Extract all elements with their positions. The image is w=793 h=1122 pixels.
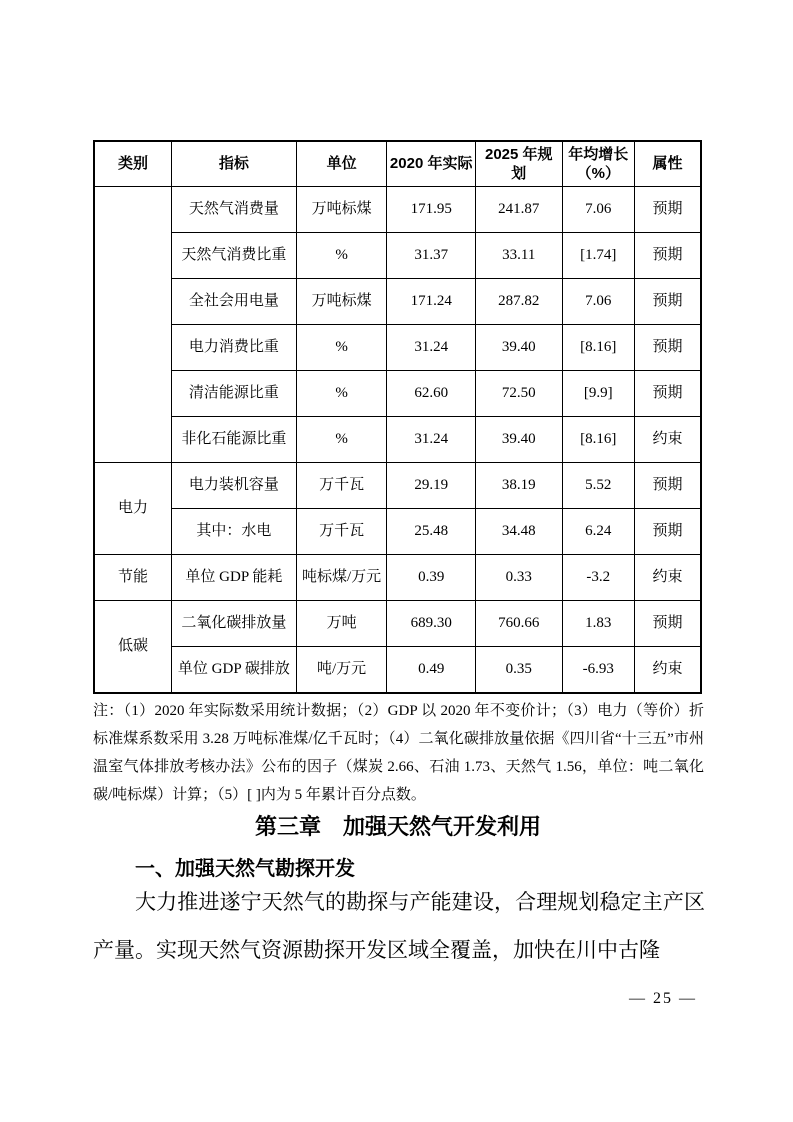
cell-attr: 预期 — [635, 279, 701, 325]
cell-unit: 万吨标煤 — [296, 187, 387, 233]
cell-2020: 689.30 — [387, 601, 476, 647]
cell-indicator: 清洁能源比重 — [172, 371, 297, 417]
table-row — [94, 601, 701, 647]
cell-unit: % — [296, 325, 387, 371]
cell-unit: 吨/万元 — [296, 647, 387, 694]
cell-2025: 287.82 — [475, 279, 562, 325]
cell-indicator: 二氧化碳排放量 — [172, 601, 297, 647]
cell-indicator: 全社会用电量 — [172, 279, 297, 325]
cell-growth: [1.74] — [562, 233, 634, 279]
cell-unit: 万千瓦 — [296, 509, 387, 555]
cell-growth: 7.06 — [562, 187, 634, 233]
cell-growth: -3.2 — [562, 555, 634, 601]
cell-2025: 39.40 — [475, 325, 562, 371]
cell-2025: 34.48 — [475, 509, 562, 555]
header-growth: 年均增长（%） — [562, 141, 634, 187]
planning-indicators-table — [93, 140, 702, 694]
table-row — [94, 279, 701, 325]
cell-attr: 预期 — [635, 463, 701, 509]
cell-growth: -6.93 — [562, 647, 634, 694]
cell-indicator: 天然气消费量 — [172, 187, 297, 233]
category-cell-lowcarbon: 低碳 — [94, 601, 172, 694]
table-row — [94, 371, 701, 417]
cell-indicator: 电力装机容量 — [172, 463, 297, 509]
cell-attr: 预期 — [635, 325, 701, 371]
header-unit: 单位 — [296, 141, 387, 187]
body-paragraph: 大力推进遂宁天然气的勘探与产能建设，合理规划稳定主产区产量。实现天然气资源勘探开发区域全覆盖，加快在川中古隆 — [93, 890, 705, 962]
cell-growth: 1.83 — [562, 601, 634, 647]
cell-growth: [8.16] — [562, 417, 634, 463]
chapter-heading: 第三章 加强天然气开发利用 — [254, 814, 541, 839]
cell-indicator: 单位 GDP 碳排放 — [172, 647, 297, 694]
section-heading: 一、加强天然气勘探开发 — [135, 858, 355, 880]
cell-2025: 38.19 — [475, 463, 562, 509]
cell-2025: 0.33 — [475, 555, 562, 601]
cell-2025: 72.50 — [475, 371, 562, 417]
cell-2025: 241.87 — [475, 187, 562, 233]
page-number: — 25 — — [629, 990, 697, 1007]
cell-2020: 0.39 — [387, 555, 476, 601]
cell-attr: 预期 — [635, 233, 701, 279]
table-row — [94, 233, 701, 279]
cell-unit: 吨标煤/万元 — [296, 555, 387, 601]
cell-attr: 预期 — [635, 601, 701, 647]
header-attribute: 属性 — [635, 141, 701, 187]
cell-2020: 31.24 — [387, 417, 476, 463]
cell-indicator: 天然气消费比重 — [172, 233, 297, 279]
cell-2020: 171.95 — [387, 187, 476, 233]
cell-2025: 760.66 — [475, 601, 562, 647]
cell-attr: 预期 — [635, 187, 701, 233]
cell-growth: 6.24 — [562, 509, 634, 555]
header-2025-plan: 2025 年规划 — [475, 141, 562, 187]
table-footnotes: 注：（1）2020 年实际数采用统计数据；（2）GDP 以 2020 年不变价计；（3）电力（等价）折标准煤系数采用 3.28 万吨标准煤/亿千瓦时；（4）二氧化碳排放量依据《四川省“十三五”市州温室气体排放考核办法》公布的因子（煤炭 2.66、石油 1.73、天然气 1.56，单位：吨二氧化碳/吨标煤）计算；（5）[ ]内为 5 年累计百分点数。 — [93, 703, 704, 803]
cell-2025: 39.40 — [475, 417, 562, 463]
cell-attr: 约束 — [635, 647, 701, 694]
cell-growth: 5.52 — [562, 463, 634, 509]
cell-indicator: 非化石能源比重 — [172, 417, 297, 463]
table-header-row — [94, 141, 701, 187]
cell-attr: 约束 — [635, 417, 701, 463]
cell-2020: 62.60 — [387, 371, 476, 417]
cell-indicator: 电力消费比重 — [172, 325, 297, 371]
header-category: 类别 — [94, 141, 172, 187]
table-row — [94, 417, 701, 463]
cell-unit: % — [296, 233, 387, 279]
cell-2020: 0.49 — [387, 647, 476, 694]
cell-2025: 33.11 — [475, 233, 562, 279]
cell-growth: 7.06 — [562, 279, 634, 325]
category-cell-power: 电力 — [94, 463, 172, 555]
cell-unit: 万吨 — [296, 601, 387, 647]
cell-unit: % — [296, 371, 387, 417]
cell-2020: 31.37 — [387, 233, 476, 279]
category-cell-energy — [94, 187, 172, 463]
cell-growth: [8.16] — [562, 325, 634, 371]
cell-unit: % — [296, 417, 387, 463]
cell-2020: 25.48 — [387, 509, 476, 555]
table-row — [94, 187, 701, 233]
table-row — [94, 325, 701, 371]
cell-indicator: 其中：水电 — [172, 509, 297, 555]
table-row — [94, 555, 701, 601]
category-cell-saving: 节能 — [94, 555, 172, 601]
cell-2025: 0.35 — [475, 647, 562, 694]
cell-unit: 万吨标煤 — [296, 279, 387, 325]
table-row — [94, 647, 701, 694]
table-row — [94, 509, 701, 555]
cell-attr: 预期 — [635, 371, 701, 417]
cell-growth: [9.9] — [562, 371, 634, 417]
cell-2020: 29.19 — [387, 463, 476, 509]
table-row — [94, 463, 701, 509]
cell-unit: 万千瓦 — [296, 463, 387, 509]
cell-2020: 171.24 — [387, 279, 476, 325]
header-indicator: 指标 — [172, 141, 297, 187]
cell-indicator: 单位 GDP 能耗 — [172, 555, 297, 601]
cell-attr: 约束 — [635, 555, 701, 601]
cell-2020: 31.24 — [387, 325, 476, 371]
header-2020-actual: 2020 年实际 — [387, 141, 476, 187]
cell-attr: 预期 — [635, 509, 701, 555]
